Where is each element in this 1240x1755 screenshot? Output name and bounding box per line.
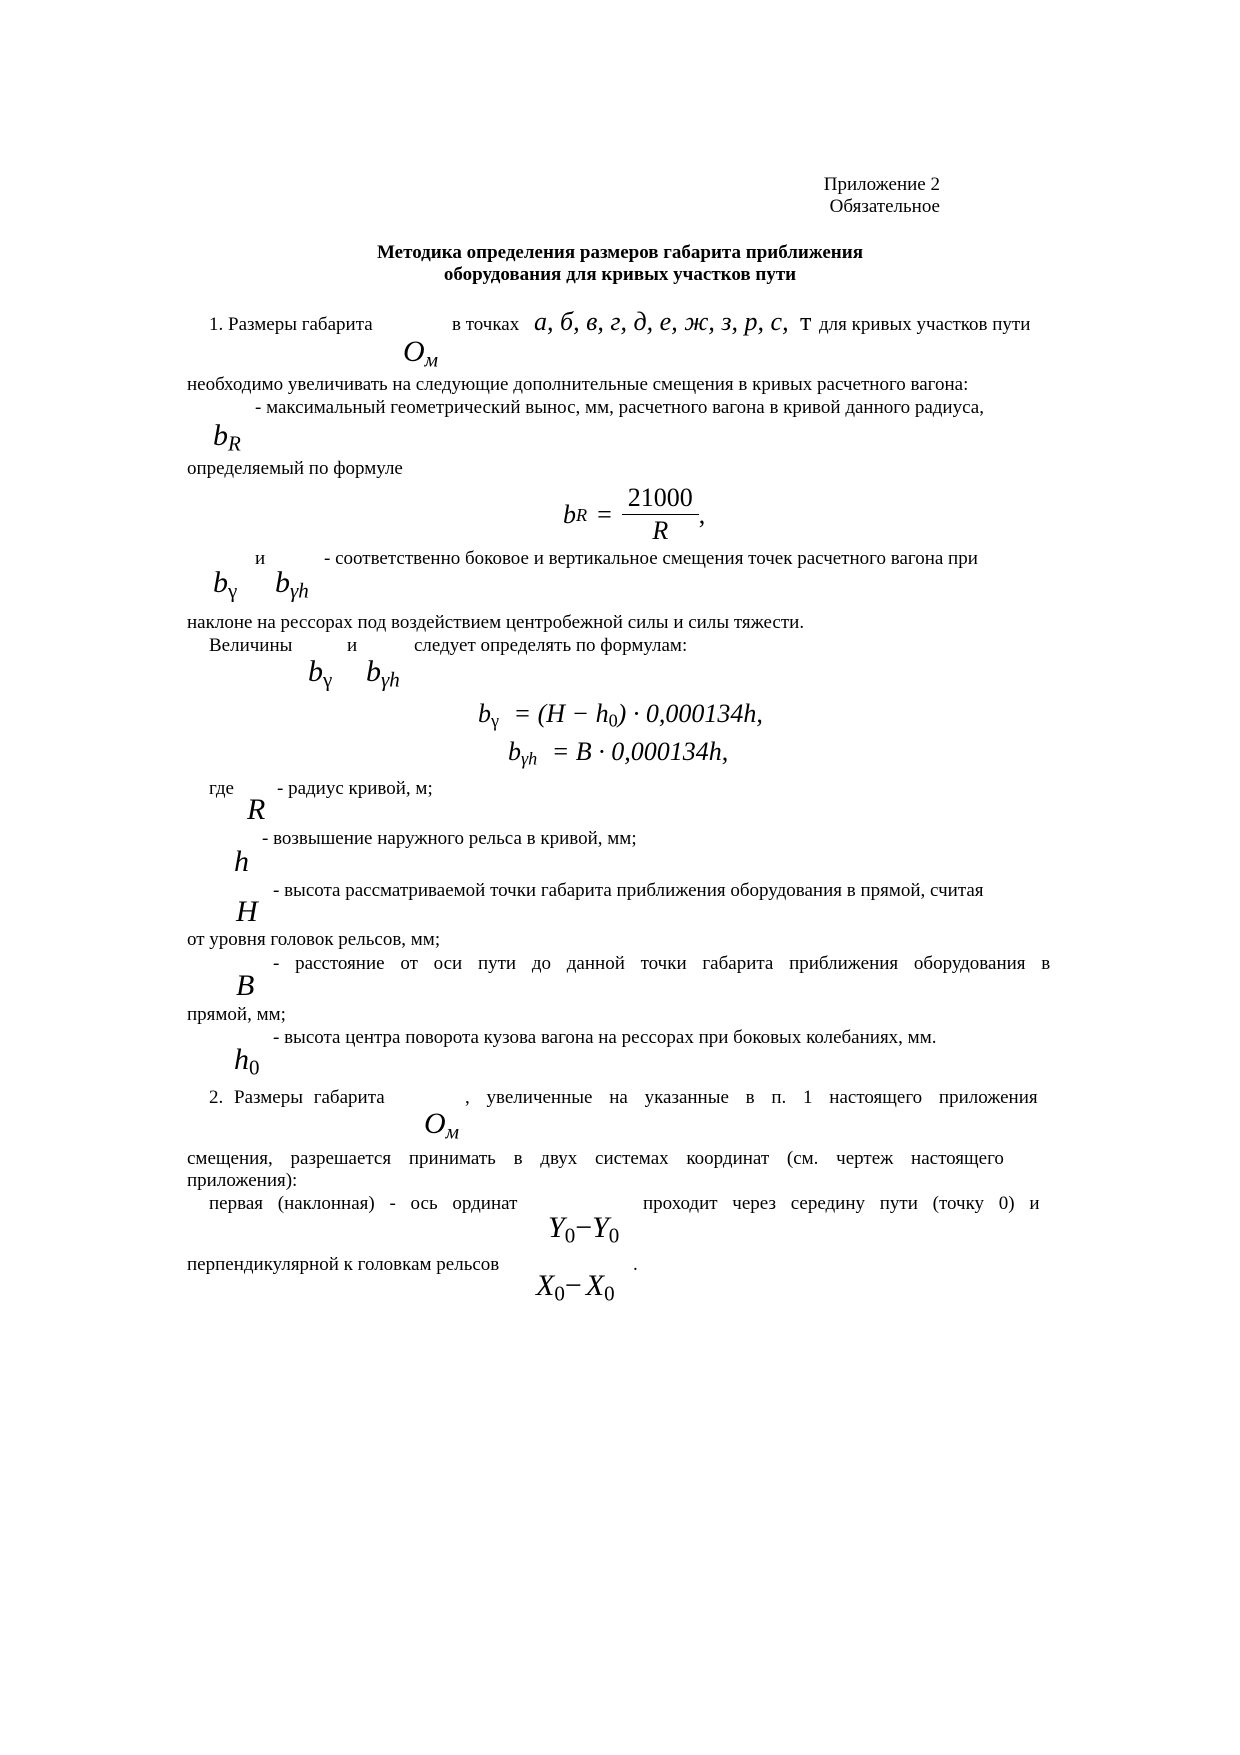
- p1-text-c: для кривых участков пути: [819, 314, 1031, 335]
- title-line-1: Методика определения размеров габарита приближения: [377, 242, 863, 263]
- symbol-h: h: [234, 845, 249, 878]
- def-H-continued: от уровня головок рельсов, мм;: [187, 929, 441, 950]
- symbol-h0: $h_0$: [234, 1043, 260, 1080]
- symbol-R: R: [247, 793, 266, 826]
- def-h0: - высота центра поворота кузова вагона на рессорах при боковых колебаниях, мм.: [273, 1027, 937, 1048]
- symbol-bgamma: $b_\gamma$: [213, 566, 238, 603]
- values-text-c: следует определять по формулам:: [414, 635, 688, 656]
- formula-fraction: $\frac{21000}{R}$: [622, 484, 699, 545]
- values-text-b: и: [347, 635, 358, 656]
- where-label: где: [209, 778, 234, 799]
- status-label: Обязательное: [829, 196, 940, 217]
- p2-line-3: приложения):: [187, 1170, 298, 1191]
- item-2-text: - соответственно боковое и вертикальное смещения точек расчетного вагона при: [324, 548, 978, 569]
- def-H: - высота рассматриваемой точки габарита приближения оборудования в прямой, считая: [273, 880, 984, 901]
- p1-text-b: в точках: [452, 314, 520, 335]
- p2-first-a: первая (наклонная) - ось ординат: [209, 1193, 518, 1214]
- values-text-a: Величины: [209, 635, 293, 656]
- symbol-B: B: [236, 969, 255, 1002]
- item-2-continued: наклоне на рессорах под воздействием центробежной силы и силы тяжести.: [187, 612, 805, 633]
- p1-points: а, б, в, г, д, е, ж, з, р, с,: [534, 307, 789, 336]
- def-B-continued: прямой, мм;: [187, 1004, 286, 1025]
- p2-text-b: , увеличенные на указанные в п. 1 настоящего приложения: [465, 1087, 1038, 1108]
- symbol-bgammah-2: $b_{\gamma h}$: [366, 655, 400, 692]
- symbol-bgammah: $b_{\gamma h}$: [275, 566, 309, 603]
- item-br-text: - максимальный геометрический вынос, мм, расчетного вагона в кривой данного радиуса,: [255, 397, 984, 418]
- def-B: - расстояние от оси пути до данной точки габарита приближения оборудования в: [273, 953, 1051, 974]
- p2-line-2: смещения, разрешается принимать в двух системах координат (см. чертеж настоящего: [187, 1148, 1004, 1169]
- formula-br: b R = $\frac{21000}{R}$ ,: [563, 483, 706, 545]
- p2-text-a: 2. Размеры габарита: [209, 1087, 385, 1108]
- title-line-2: оборудования для кривых участков пути: [443, 264, 797, 285]
- symbol-om-2: $О_м$: [424, 1107, 460, 1144]
- formula-bgamma: $b_\gamma = (H - h_0) \cdot 0,000134h$,: [478, 699, 763, 731]
- item-2-and: и: [255, 548, 266, 569]
- formula-bgammah: $b_{\gamma h} = B \cdot 0,000134h$,: [508, 737, 729, 769]
- symbol-H: H: [236, 895, 258, 928]
- def-R: - радиус кривой, м;: [277, 778, 433, 799]
- symbol-x0x0: $X_0- X_0$: [536, 1269, 615, 1306]
- p2-perp-dot: .: [633, 1254, 638, 1275]
- symbol-br: $b_R$: [213, 419, 241, 456]
- symbol-y0y0: $Y_0-Y_0$: [548, 1211, 620, 1248]
- symbol-bgamma-2: $b_\gamma$: [308, 655, 333, 692]
- p2-first-b: проходит через середину пути (точку 0) и: [643, 1193, 1040, 1214]
- p2-perp: перпендикулярной к головкам рельсов: [187, 1254, 500, 1275]
- def-h: - возвышение наружного рельса в кривой, мм;: [262, 828, 637, 849]
- appendix-label: Приложение 2: [823, 174, 940, 195]
- p1-points-t: т: [800, 307, 812, 336]
- p1-line-2: необходимо увеличивать на следующие дополнительные смещения в кривых расчетного вагона:: [187, 374, 969, 395]
- formula-intro: определяемый по формуле: [187, 458, 403, 479]
- p1-text-a: 1. Размеры габарита: [209, 314, 373, 335]
- symbol-om: $О_м$: [403, 335, 439, 372]
